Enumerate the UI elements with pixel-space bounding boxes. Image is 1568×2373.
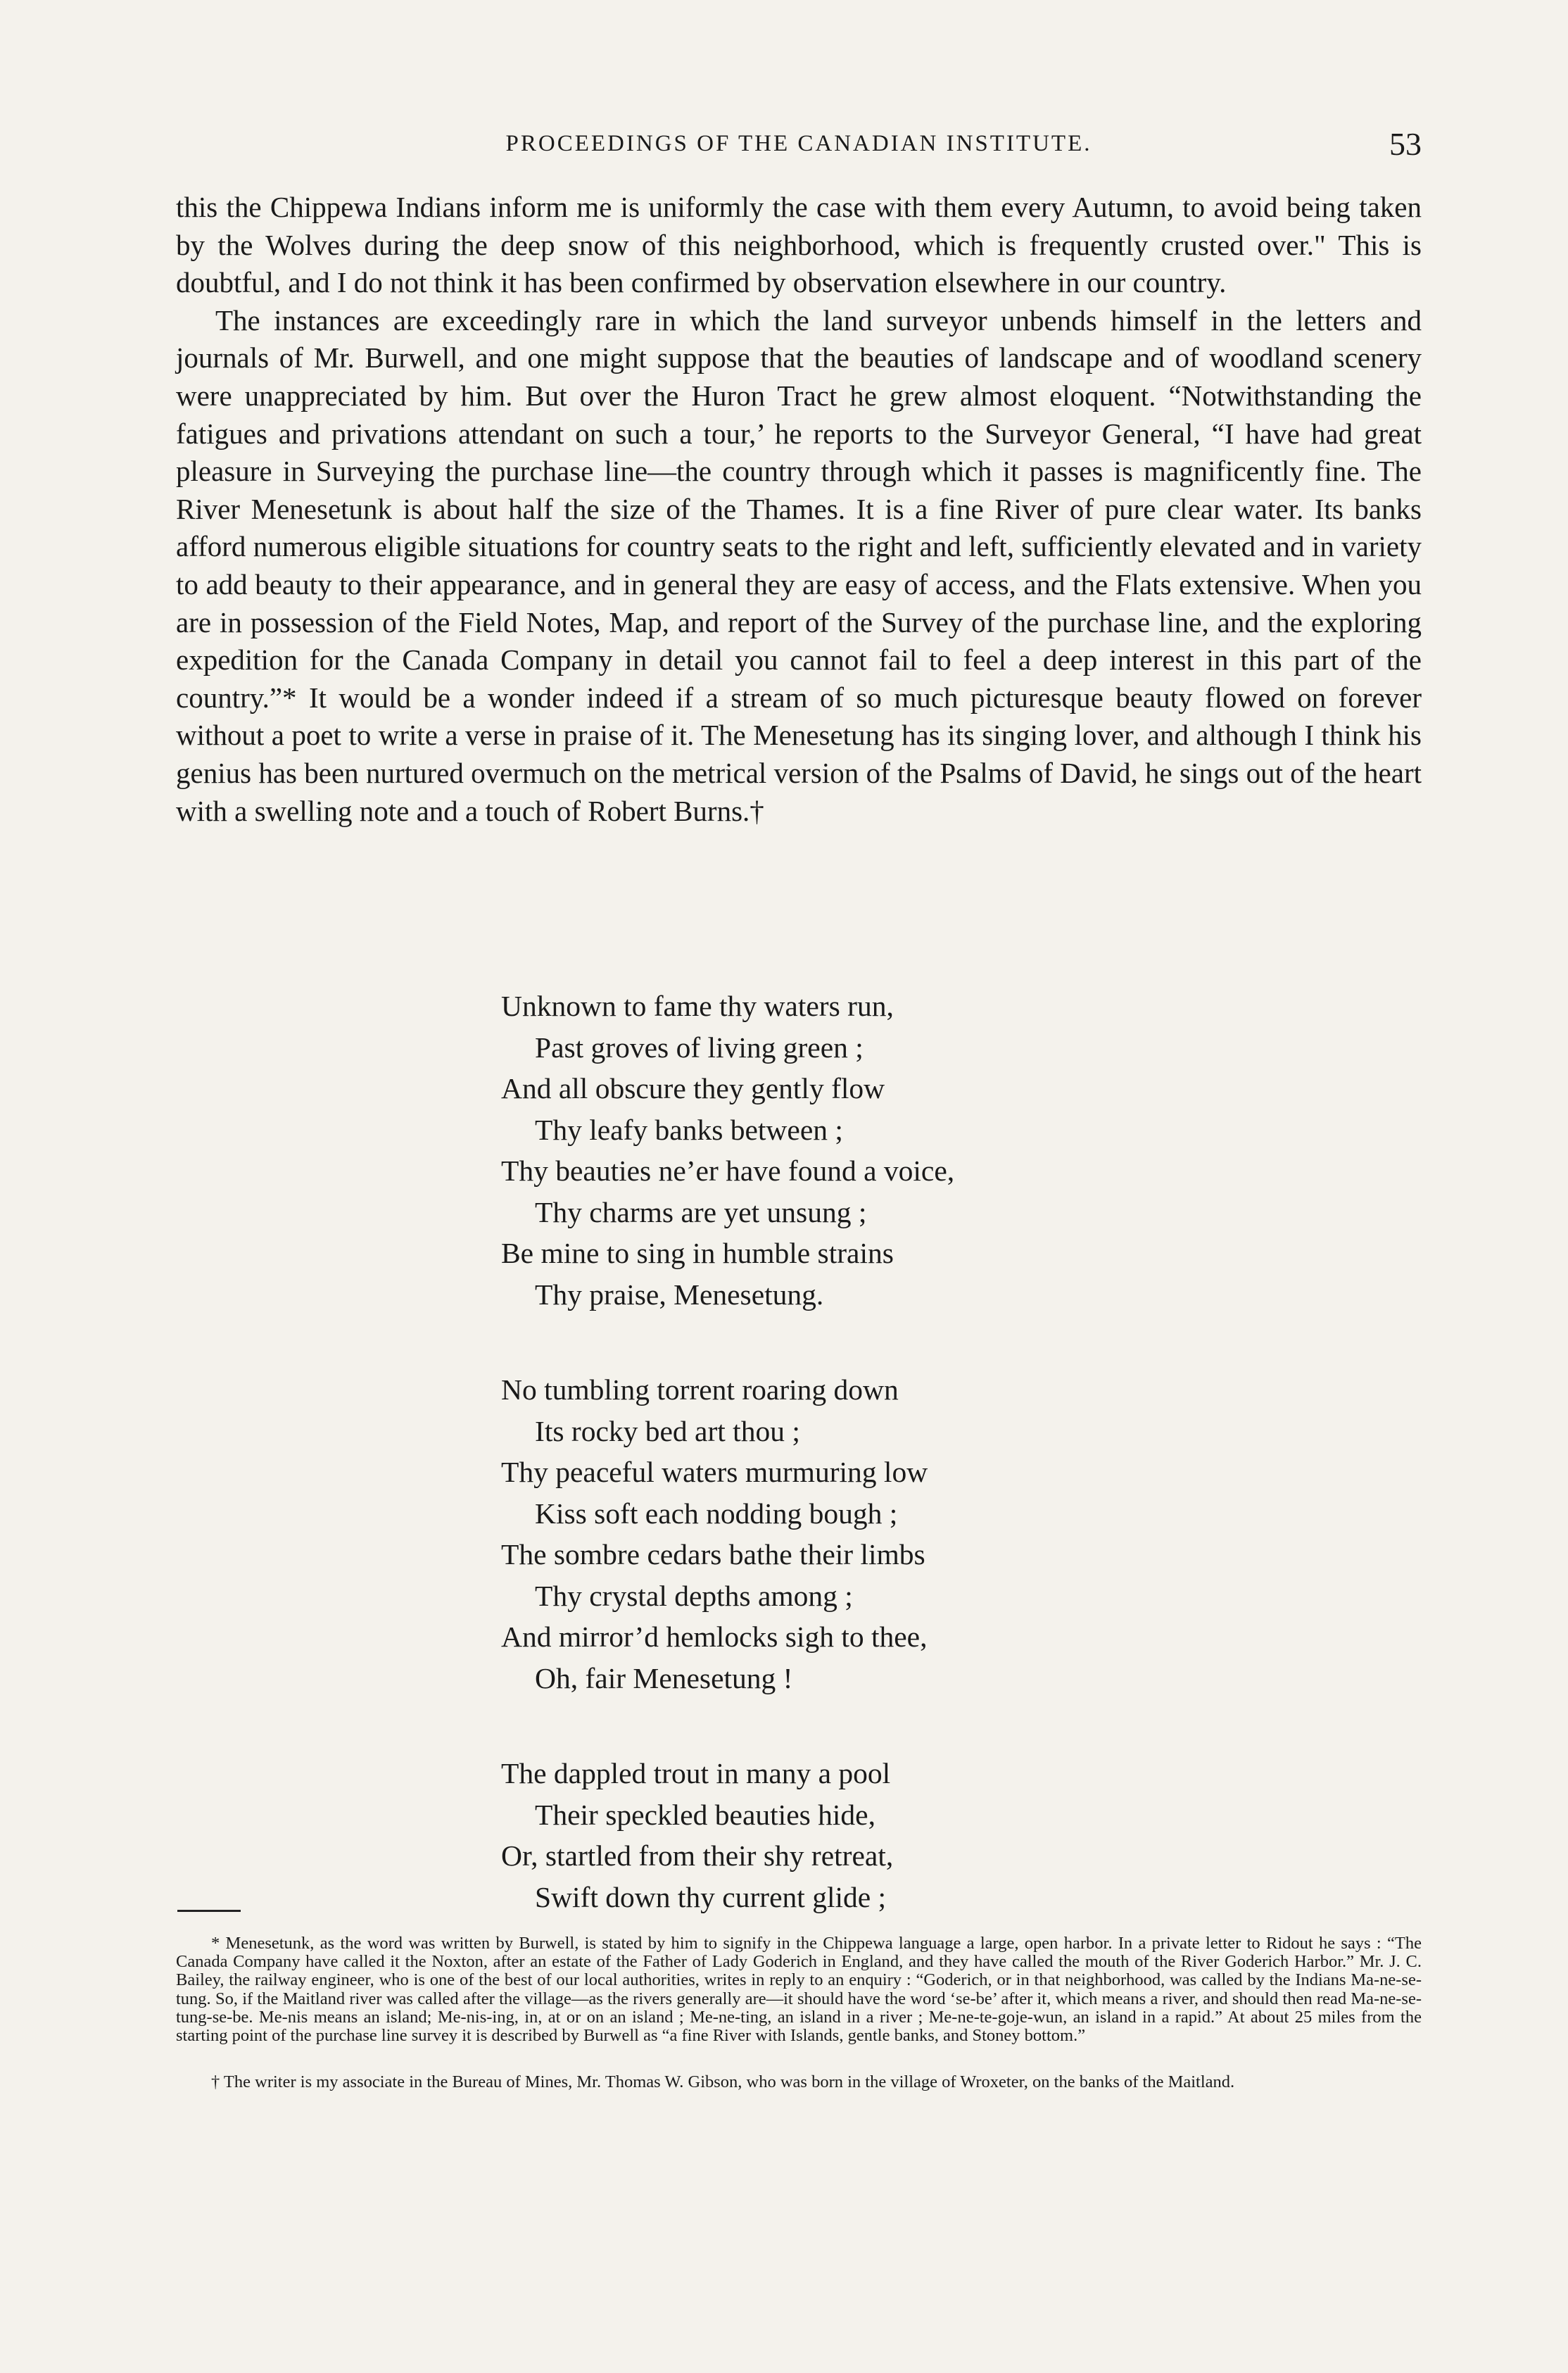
- poem-line: Oh, fair Menesetung !: [535, 1661, 793, 1694]
- footnote-rule: [177, 1910, 241, 1912]
- poem-line: Their speckled beauties hide,: [535, 1798, 875, 1831]
- stanza-2: [501, 1369, 1134, 1699]
- page-number: 53: [1389, 126, 1422, 162]
- body-text: [176, 189, 1422, 830]
- poem-line: Thy crystal depths among ;: [535, 1579, 853, 1612]
- page-header: [176, 125, 1422, 168]
- poem-line: Thy charms are yet unsung ;: [535, 1195, 867, 1228]
- stanza-3: [501, 1753, 1134, 1918]
- poem-line: Unknown to fame thy waters run,: [501, 990, 894, 1022]
- poem-line: Kiss soft each nodding bough ;: [535, 1497, 898, 1530]
- poem-line: Be mine to sing in humble strains: [501, 1237, 894, 1269]
- footnote: † The writer is my associate in the Bureau of Mines, Mr. Thomas W. Gibson, who was born in the village of Wroxeter, on the banks of the Maitland.: [211, 2072, 1235, 2092]
- poem-line: Its rocky bed art thou ;: [535, 1414, 800, 1447]
- poem-line: Thy beauties ne’er have found a voice,: [501, 1154, 955, 1187]
- running-head: PROCEEDINGS OF THE CANADIAN INSTITUTE.: [505, 131, 1092, 156]
- poem-line: Thy leafy banks between ;: [535, 1113, 843, 1146]
- poem-line: The sombre cedars bathe their limbs: [501, 1538, 925, 1571]
- poem-line: Thy praise, Menesetung.: [535, 1278, 824, 1311]
- poem-line: Swift down thy current glide ;: [535, 1880, 887, 1913]
- poem-line: The dappled trout in many a pool: [501, 1757, 891, 1789]
- paragraph: The instances are exceedingly rare in which the land surveyor unbends himself in the letters and journals of Mr. Burwell, and one might suppose that the beauties of landscape and of woodland scenery were unappreciated by him. But over the Huron Tract he grew almost eloquent. “Notwithstanding the fatigues and privations attendant on such a tour,’ he reports to the Surveyor General, “I have had great pleasure in Surveying the purchase line—the country through which it passes is magnificently fine. The River Menesetunk is about half the size of the Thames. It is a fine River of pure clear water. Its banks afford numerous eligible situations for country seats to the right and left, sufficiently elevated and in variety to add beauty to their appearance, and in general they are easy of access, and the Flats extensive. When you are in possession of the Field Notes, Map, and report of the Survey of the purchase line, and the exploring expedition for the Canada Company in detail you cannot fail to feel a deep interest in this part of the country.”* It would be a wonder indeed if a stream of so much picturesque beauty flowed on forever without a poet to write a verse in praise of it. The Menesetung has its singing lover, and although I think his genius has been nurtured overmuch on the metrical version of the Psalms of David, he sings out of the heart with a swelling note and a touch of Robert Burns.†: [176, 303, 1422, 827]
- poem-line: Past groves of living green ;: [535, 1031, 864, 1064]
- poem-line: Or, startled from their shy retreat,: [501, 1839, 894, 1872]
- poem-line: Thy peaceful waters murmuring low: [501, 1456, 928, 1488]
- paragraph: this the Chippewa Indians inform me is uniformly the case with them every Autumn, to avoid being taken by the Wolves during the deep snow of this neighborhood, which is frequently crusted over." This is doubtful, and I do not think it has been confirmed by observation elsewhere in our country.: [176, 191, 1422, 299]
- poem-line: And mirror’d hemlocks sigh to thee,: [501, 1620, 928, 1653]
- poem-line: No tumbling torrent roaring down: [501, 1373, 899, 1406]
- stanza-1: [501, 986, 1134, 1315]
- poem: [501, 986, 1134, 1972]
- poem-line: And all obscure they gently flow: [501, 1072, 885, 1104]
- footnote: * Menesetunk, as the word was written by Burwell, is stated by him to signify in the Chippewa language a large, open harbor. In a private letter to Ridout he says : “The Canada Company have called it the Noxton, after an estate of the Father of Lady Goderich in England, and they have called the mouth of the River Goderich Harbor.” Mr. J. C. Bailey, the railway engineer, who is one of the best of our local authorities, writes in reply to an enquiry : “Goderich, or in that neighborhood, was called by the Indians Ma-ne-se-tung. So, if the Maitland river was called after the village—as the rivers generally are—it should have the word ‘se-be’ after it, which means a river, and should then read Ma-ne-se-tung-se-be. Me-nis means an island; Me-nis-ing, in, at or on an island ; Me-ne-ting, an island in a river ; Me-ne-te-goje-wun, an island in a rapid.” At about 25 miles from the starting point of the purchase line survey it is described by Burwell as “a fine River with Islands, gentle banks, and Stoney bottom.”: [176, 1934, 1422, 2046]
- footnotes: [176, 1934, 1422, 2091]
